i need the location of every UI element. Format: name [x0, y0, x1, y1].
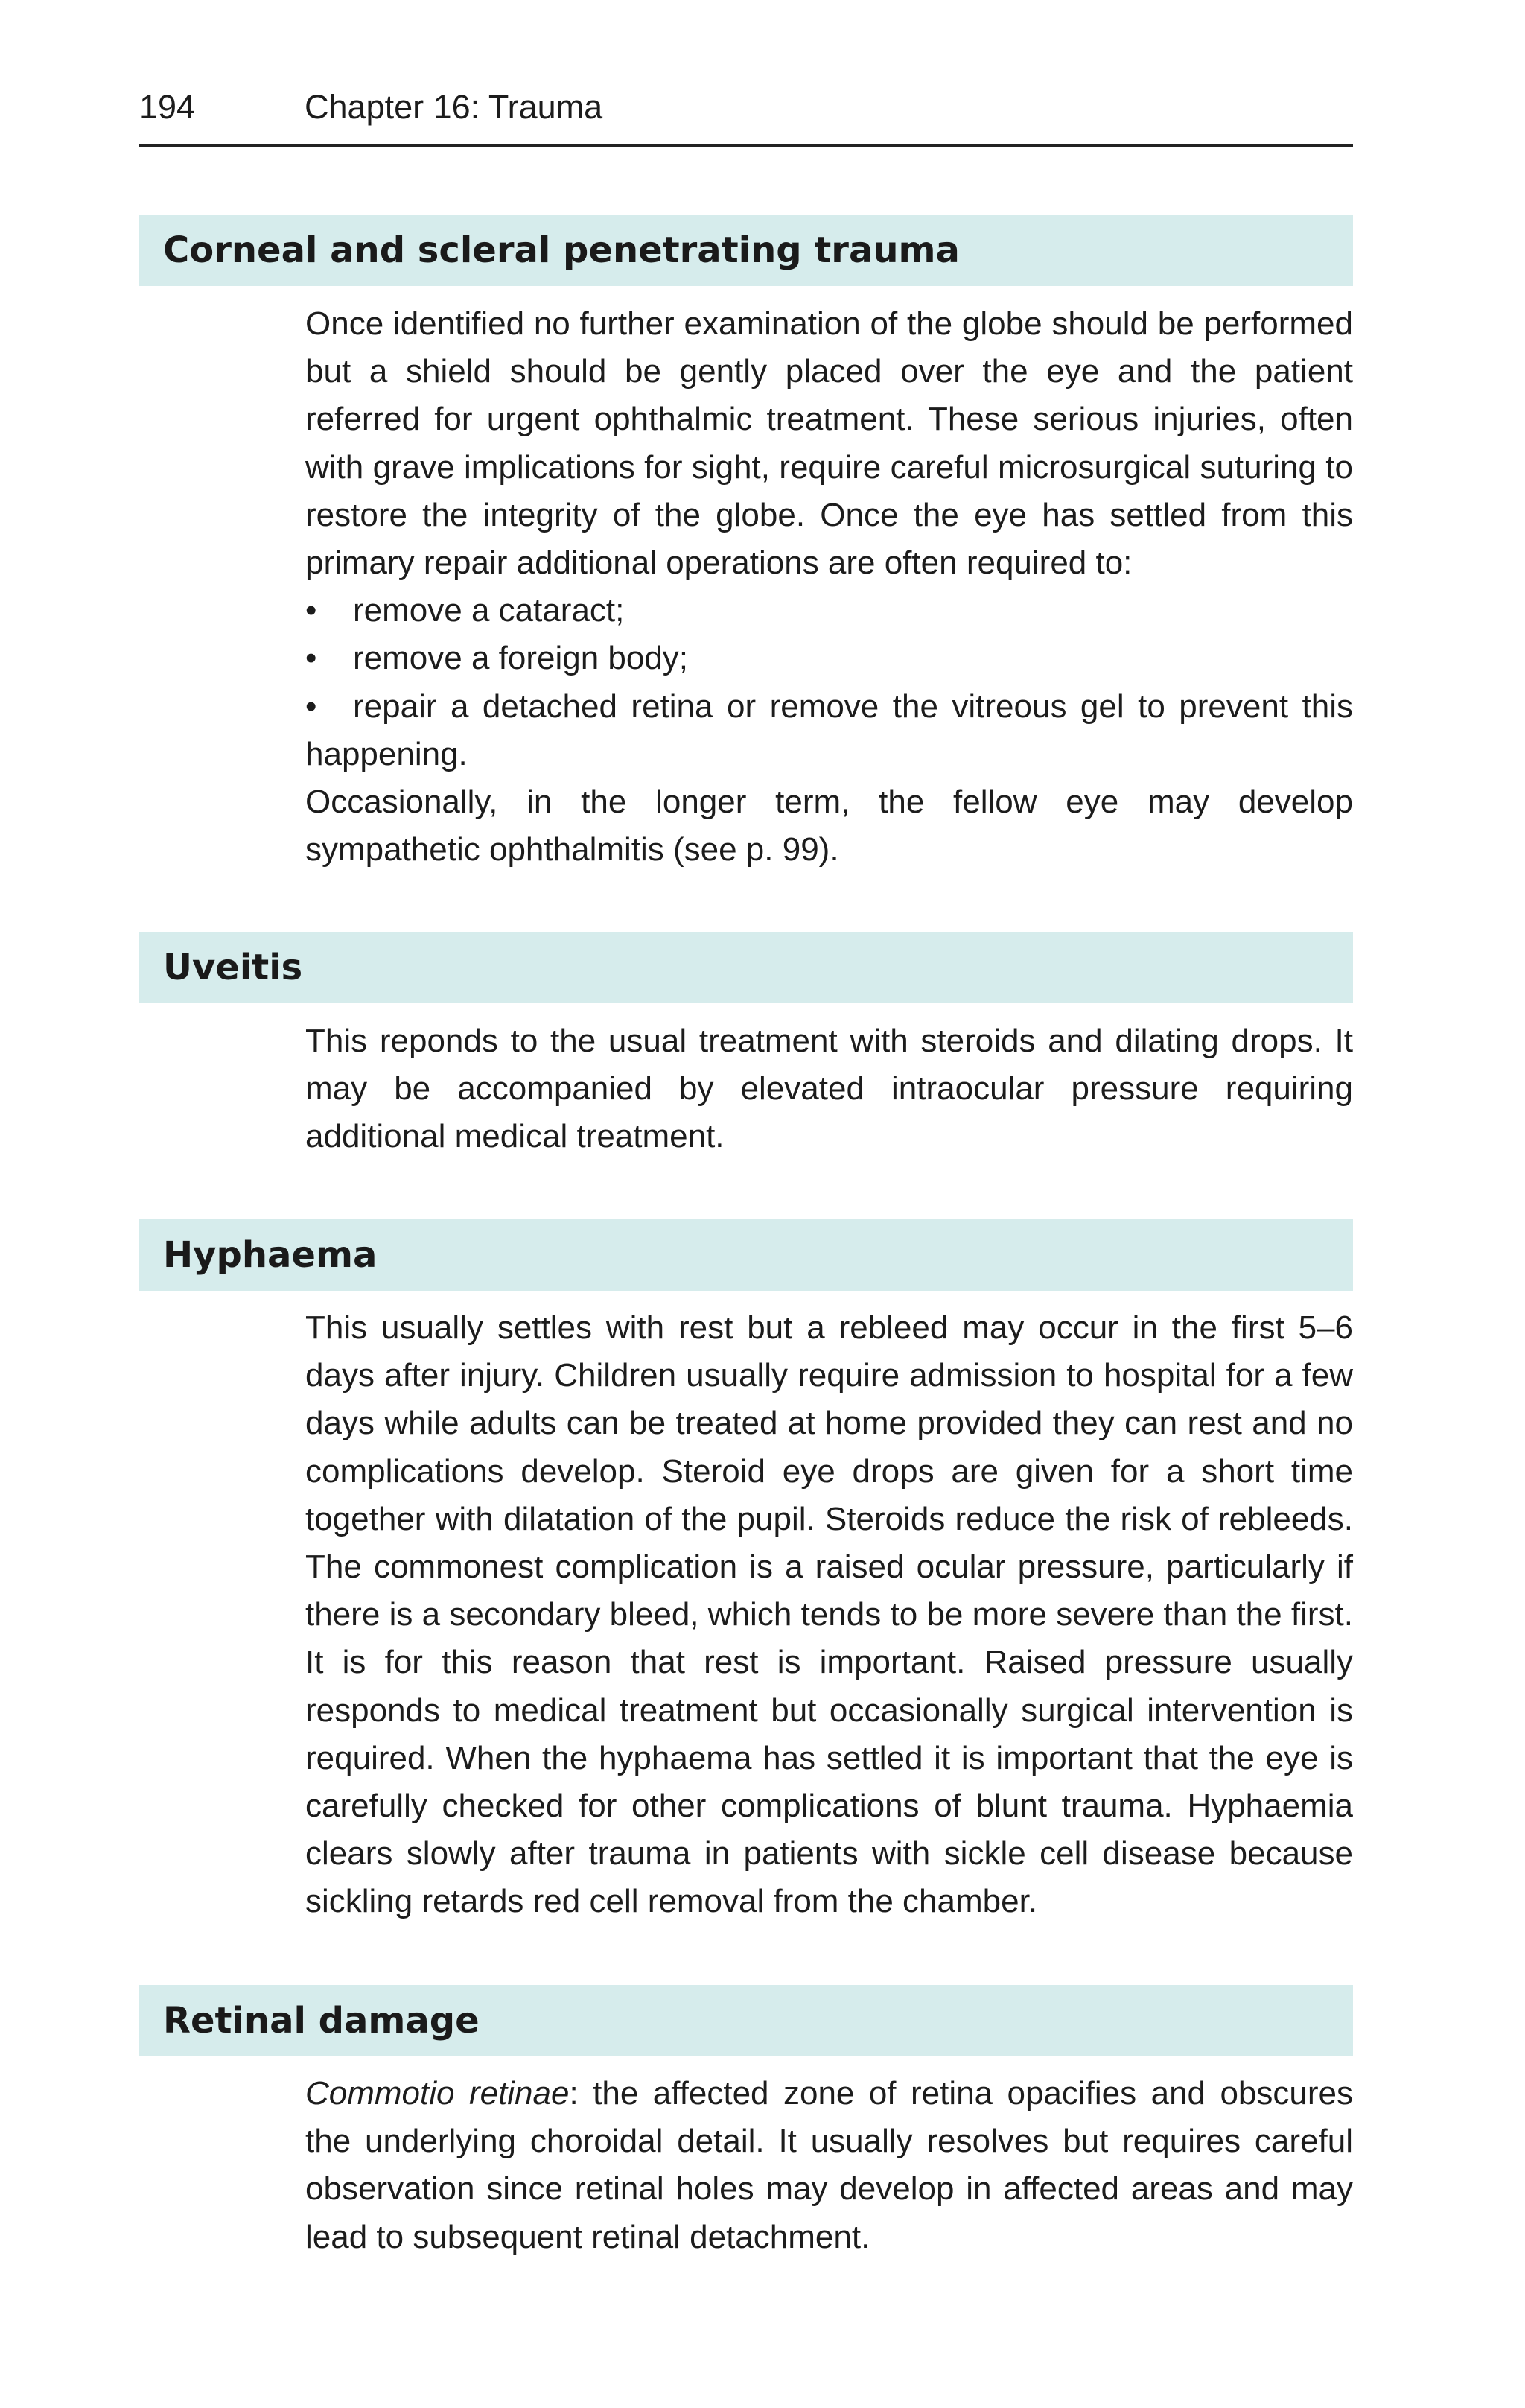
- section-heading-hyphaema: Hyphaema: [139, 1219, 1353, 1291]
- section-heading-uveitis: Uveitis: [139, 932, 1353, 1003]
- paragraph: This reponds to the usual treatment with steroids and dilating drops. It may be accompanied by elevated intraocular pressure requiring additional medical treatment.: [305, 1023, 1353, 1155]
- page-number: 194: [139, 88, 196, 126]
- list-item-text: remove a foreign body;: [353, 640, 689, 677]
- section-body-retinal-damage: [305, 2070, 1353, 2261]
- paragraph: This usually settles with rest but a rebleed may occur in the first 5–6 days after injury. Children usually require admission to hospital for a few days while adults can be treated at home provided they can rest and no complications develop. Steroid eye drops are given for a short time together with dilatation of the pupil. Steroids reduce the risk of rebleeds. The commonest complication is a raised ocular pressure, particularly if there is a secondary bleed, which tends to be more severe than the first. It is for this reason that rest is important. Raised pressure usually responds to medical treatment but occasionally surgical intervention is required. When the hyphaema has settled it is important that the eye is carefully checked for other complications of blunt trauma. Hyphaemia clears slowly after trauma in patients with sickle cell disease because sickling retards red cell removal from the chamber.: [305, 1309, 1353, 1920]
- section-heading-retinal-damage: Retinal damage: [139, 1985, 1353, 2056]
- definition-text: : the affected zone of retina opacifies and obscures the underlying choroidal detail. It usually resolves but requires careful observation since retinal holes may develop in affected areas and may lead to subsequent retinal detachment.: [305, 2075, 1353, 2255]
- section-heading-corneal-scleral: Corneal and scleral penetrating trauma: [139, 215, 1353, 286]
- paragraph: Occasionally, in the longer term, the fellow eye may develop sympathetic ophthalmitis (see p. 99).: [305, 784, 1353, 868]
- paragraph: [305, 2070, 1353, 2261]
- list-item-text: repair a detached retina or remove the vitreous gel to prevent this happening.: [305, 687, 1353, 772]
- chapter-title: Chapter 16: Trauma: [305, 88, 603, 126]
- bullet-icon: •: [305, 687, 317, 725]
- term: Commotio retinae: [305, 2075, 570, 2112]
- section-body-corneal-scleral: [305, 300, 1353, 874]
- list-item-text: remove a cataract;: [353, 592, 625, 629]
- section-body-hyphaema: [305, 1304, 1353, 1926]
- bullet-icon: •: [305, 640, 317, 677]
- bullet-icon: •: [305, 592, 317, 629]
- paragraph: Once identified no further examination of the globe should be performed but a shield should be gently placed over the eye and the patient referred for urgent ophthalmic treatment. These serious injuries, often with grave implications for sight, require careful microsurgical suturing to restore the integrity of the globe. Once the eye has settled from this primary repair additional operations are often required to:: [305, 305, 1353, 582]
- running-header: [139, 85, 1353, 147]
- list-item: [305, 683, 1353, 778]
- list-item: [305, 635, 1353, 682]
- list-item: [305, 587, 1353, 635]
- section-body-uveitis: [305, 1017, 1353, 1161]
